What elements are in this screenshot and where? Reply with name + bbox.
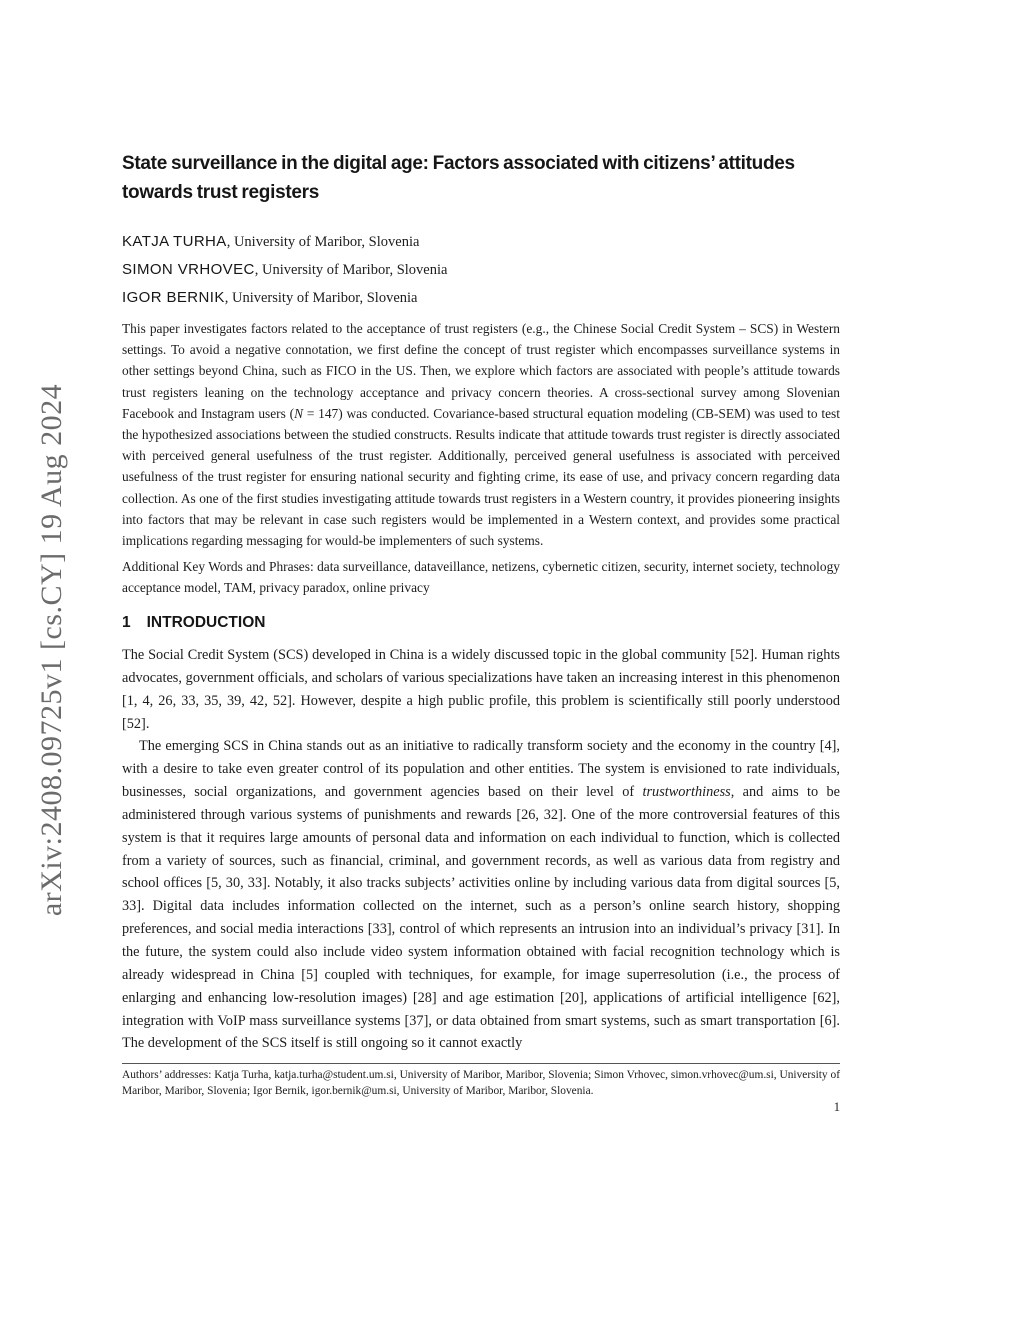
author-name: KATJA TURHA xyxy=(122,233,227,250)
page-number: 1 xyxy=(833,1100,840,1114)
paragraph: The Social Credit System (SCS) developed in China is a widely discussed topic in the global community [52]. Human rights advocates, government officials, and scholars of various specializations have taken an increasing interest in this phenomenon [1, 4, 26, 33, 35, 39, 42, 52]. However, despite a high public profile, this problem is scientifically still poorly understood [52]. xyxy=(122,647,840,732)
author-name: IGOR BERNIK xyxy=(122,289,225,306)
authors-addresses-footnote: Authors’ addresses: Katja Turha, katja.turha@student.um.si, University of Maribor, Maribor, Slovenia; Simon Vrhovec, simon.vrhovec@um.si, University of Maribor, Maribor, Slovenia; Igor Bernik, igor.bernik@um.si, University of Maribor, Maribor, Slovenia. xyxy=(122,1069,840,1097)
footnote-separator-rule xyxy=(122,1063,840,1064)
author-affiliation: , University of Maribor, Slovenia xyxy=(224,290,418,306)
author-affiliation: , University of Maribor, Slovenia xyxy=(226,234,420,250)
author-line xyxy=(122,284,840,312)
section-title: INTRODUCTION xyxy=(146,614,266,631)
author-name: SIMON VRHOVEC xyxy=(122,261,255,278)
author-block xyxy=(122,228,840,312)
author-line xyxy=(122,256,840,284)
author-line xyxy=(122,228,840,256)
introduction-body xyxy=(122,644,840,1055)
paragraph: The emerging SCS in China stands out as an initiative to radically transform society and the economy in the country [4], with a desire to take even greater control of its population and other entities. The system is envisioned to rate individuals, businesses, social organizations, and government agencies based on their level of trustworthiness, and aims to be administered through various systems of punishments and rewards [26, 32]. One of the more controversial features of this system is that it requires large amounts of personal data and information on each individual to function, which is collected from a variety of sources, such as financial, criminal, and government records, as well as various data from registry and school offices [5, 30, 33]. Notably, it also tracks subjects’ activities online by including various data from digital sources [5, 33]. Digital data includes information collected on the internet, such as a person’s online search history, shopping preferences, and social media interactions [33], control of which represents an intrusion into an individual’s privacy [31]. In the future, the system could also include video system information obtained with facial recognition technology which is already widespread in China [5] coupled with techniques, for example, for image superresolution (i.e., the process of enlarging and enhancing low-resolution images) [28] and age estimation [20], applications of artificial intelligence [62], integration with VoIP mass surveillance systems [37], or data obtained from smart systems, such as smart transportation [6]. The development of the SCS itself is still ongoing so it cannot exactly xyxy=(122,738,840,1052)
arxiv-watermark: arXiv:2408.09725v1 [cs.CY] 19 Aug 2024 xyxy=(35,383,68,917)
author-affiliation: , University of Maribor, Slovenia xyxy=(254,262,448,278)
section-heading-introduction xyxy=(122,614,840,632)
keywords-text: Additional Key Words and Phrases: data surveillance, dataveillance, netizens, cybernetic citizen, security, internet society, technology acceptance model, TAM, privacy paradox, online privacy xyxy=(122,559,840,596)
abstract-text: This paper investigates factors related to the acceptance of trust registers (e.g., the Chinese Social Credit System – SCS) in Western settings. To avoid a negative connotation, we first define the concept of trust register which encompasses surveillance systems in other settings beyond China, such as FICO in the US. Then, we explore which factors are associated with people’s attitude towards trust registers leaning on the technology acceptance and privacy concern theories. A cross-sectional survey among Slovenian Facebook and Instagram users (N = 147) was conducted. Covariance-based structural equation modeling (CB-SEM) was used to test the hypothesized associations between the studied constructs. Results indicate that attitude towards trust register is directly associated with perceived general usefulness of the trust register. Additionally, perceived general usefulness is associated with perceived usefulness of the trust register for ensuring national security and fighting crime, its ease of use, and privacy concern regarding data collection. As one of the first studies investigating attitude towards trust registers in a Western country, it provides pioneering insights into factors that may be relevant in case such registers would be implemented in a Western context, and provides some practical implications regarding messaging for would-be implementers of such systems. xyxy=(122,321,840,549)
paper-title: State surveillance in the digital age: Factors associated with citizens’ attitudes towards trust registers xyxy=(122,153,795,203)
section-number: 1 xyxy=(122,614,131,631)
